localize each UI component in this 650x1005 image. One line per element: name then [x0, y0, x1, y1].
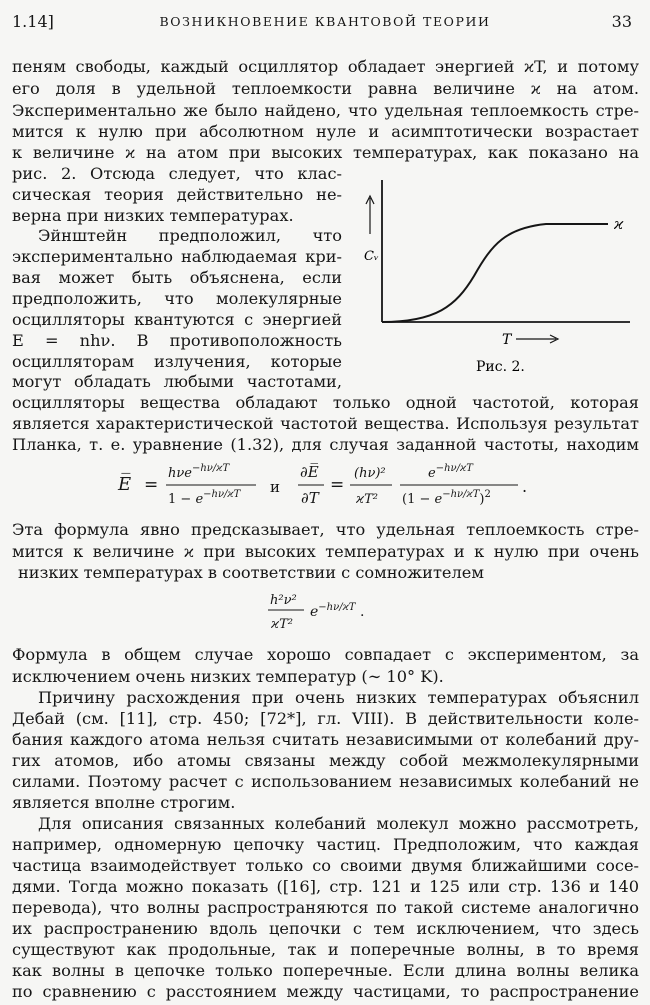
figure-caption: Рис. 2. [476, 359, 525, 375]
svg-text:.: . [522, 477, 528, 496]
text-line: рис. 2. Отсюда следует, что клас- [12, 164, 342, 183]
text-line: Для описания связанных колебаний молекул можно рассмотреть, [38, 814, 639, 833]
text-line: верна при низких температурах. [12, 206, 294, 225]
y-axis-label: Cᵥ [364, 249, 379, 264]
text-line: силами. Поэтому расчет с использованием независимых колебаний не [12, 772, 639, 791]
text-line: его доля в удельной теплоемкости равна величине ϰ на атом. [12, 79, 639, 98]
text-line: мится к величине ϰ при высоких температурах и к нулю при очень [12, 542, 639, 561]
heat-capacity-curve [382, 224, 608, 322]
svg-text:(1 − e−hν/ϰT)2: $(1 - e^{-h\nu/ϰT})^2$ [402, 489, 491, 507]
eq2-denominator: ϰT² [271, 617, 293, 632]
text-line: осцилляторы квантуются с энергией [12, 310, 342, 329]
svg-text:e−hν/ϰT: $e^{-h\nu/ϰT}$ [310, 602, 356, 620]
equation-energy [110, 458, 540, 514]
text-line: является характеристической частотой вещества. Используя результат [12, 414, 639, 433]
svg-text:e−hν/ϰT: $e^{-h\nu/ϰT}$ [428, 463, 473, 481]
eq-hnu-squared: (hν)² [354, 466, 386, 481]
text-line: предположить, что молекулярные [12, 289, 342, 308]
text-line: вая может быть объяснена, если [12, 268, 342, 287]
svg-text:1 − e−hν/ϰT: $1 - e^{-h\nu/ϰT}$ [168, 489, 241, 507]
text-line: осцилляторам излучения, которые [12, 352, 342, 371]
eq-dE: ∂E̅ [300, 463, 319, 481]
text-line: Экспериментально же было найдено, что удельная теплоемкость стре- [12, 101, 639, 120]
text-line: например, одномерную цепочку частиц. Предположим, что каждая [12, 835, 639, 854]
page-number: 33 [611, 12, 632, 31]
text-line: существуют как продольные, так и поперечные волны, в то время [12, 940, 639, 959]
text-line: их распространению вдоль цепочки с тем исключением, что здесь [12, 919, 639, 938]
text-line: Эта формула явно предсказывает, что удельная теплоемкость стре- [12, 520, 639, 539]
text-line: низких температурах в соответствии с сомножителем [18, 563, 484, 582]
svg-text:=: = [330, 475, 345, 495]
text-line: исключением очень низких температур (∼ 10° K). [12, 667, 444, 686]
text-line: частица взаимодействует только со своими двумя ближайшими сосе- [12, 856, 639, 875]
svg-text:.: . [360, 604, 365, 620]
text-line: Эйнштейн предположил, что [38, 226, 342, 245]
section-number: 1.14] [12, 12, 54, 31]
text-line: бания каждого атома нельзя считать независимыми от колебаний дру- [12, 730, 639, 749]
text-line: Формула в общем случае хорошо совпадает с экспериментом, за [12, 645, 639, 664]
eq-dT: ∂T [301, 489, 319, 507]
text-line: осцилляторы вещества обладают только одной частотой, которая [12, 393, 639, 412]
eq-kT-squared: ϰT² [356, 492, 378, 507]
text-line: перевода), что волны распространяются по такой системе аналогично [12, 898, 639, 917]
text-line: мится к нулю при абсолютном нуле и асимптотически возрастает [12, 122, 639, 141]
text-line: E = nhν. В противоположность [12, 331, 342, 350]
running-header [12, 12, 638, 34]
text-line: по сравнению с расстоянием между частицами, то распространение [12, 982, 639, 1001]
eq2-numerator: h²ν² [270, 593, 297, 608]
text-line: экспериментально наблюдаемая кри- [12, 247, 342, 266]
curve-asymptote-label: ϰ [614, 215, 624, 233]
equation-factor [262, 588, 402, 636]
text-line: пеням свободы, каждый осциллятор обладает энергией ϰT, и потому [12, 57, 639, 76]
text-line: могут обладать любыми частотами, [12, 372, 342, 391]
text-line: Дебай (см. [11], стр. 450; [72*], гл. VIII). В действительности коле- [12, 709, 639, 728]
text-line: сическая теория действительно не- [12, 185, 342, 204]
text-line: как волны в цепочке только поперечные. Если длина волны велика [12, 961, 639, 980]
svg-text:hνe−hν/ϰT: hνe$^{-h\nu/ϰT}$ [168, 463, 230, 481]
figure-heat-capacity-plot [356, 176, 650, 376]
text-line: гих атомов, ибо атомы связаны между собой межмолекулярными [12, 751, 639, 770]
running-title: ВОЗНИКНОВЕНИЕ КВАНТОВОЙ ТЕОРИИ [159, 14, 491, 29]
text-line: к величине ϰ на атом при высоких температурах, как показано на [12, 143, 639, 162]
text-line: дями. Тогда можно показать ([16], стр. 121 и 125 или стр. 136 и 140 [12, 877, 639, 896]
eq-conjunction: и [270, 478, 280, 496]
eq-lhs-energy: E̅ [118, 474, 132, 495]
text-line: Причину расхождения при очень низких температурах объяснил [38, 688, 639, 707]
text-line: является вполне строгим. [12, 793, 236, 812]
x-axis-label: T [502, 332, 512, 348]
eq-equals: = [144, 475, 159, 495]
text-line: Планка, т. е. уравнение (1.32), для случая заданной частоты, находим [12, 435, 639, 454]
